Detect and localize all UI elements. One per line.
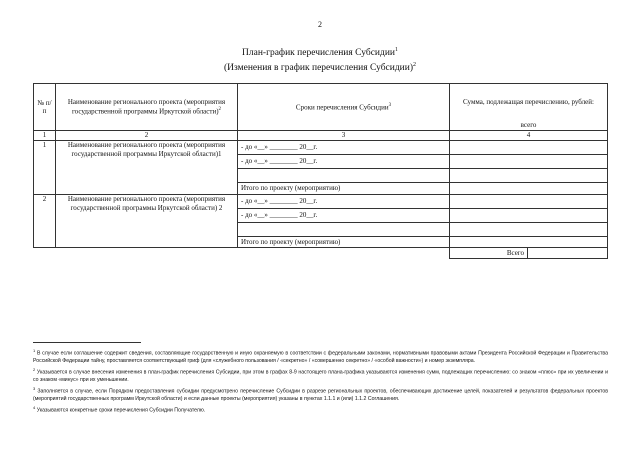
title-line-2: (Изменения в график перечисления Субсидии)$^2$	[223, 62, 417, 74]
subtotal-amount	[450, 183, 608, 195]
header-total: всего	[450, 120, 608, 131]
amount-cell	[450, 209, 608, 223]
column-number: 1	[34, 131, 56, 141]
footnote: $^2$ Указывается в случае внесения изменения в план-график перечисления Субсидии, при этом в графах 8-9 настоящего плана-графика указываются изменения сумм, подлежащих перечислению: со знаком «плюс» при их увеличении и со знаком «минус» при их уменьшении.	[33, 366, 608, 384]
amount-cell	[450, 195, 608, 209]
header-amount: Сумма, подлежащая перечислению, рублей:	[450, 84, 608, 120]
page-title	[0, 44, 640, 74]
header-transfer-terms: Сроки перечисления Субсидии$^3$	[238, 84, 450, 131]
column-number: 3	[238, 131, 450, 141]
subsidy-schedule-table	[33, 83, 608, 259]
amount-cell	[450, 141, 608, 155]
grand-total-amount	[528, 248, 608, 259]
amount-cell	[450, 169, 608, 183]
project-name-cell: Наименование регионального проекта (мероприятия государственной программы Иркутской области) 2	[56, 195, 238, 248]
footnotes	[33, 347, 608, 415]
footnote-ref: 1	[395, 47, 398, 53]
date-cell: - до «__» ________ 20__г.	[238, 141, 450, 155]
column-number: 4	[450, 131, 608, 141]
subtotal-amount	[450, 237, 608, 248]
header-num: № п/п	[34, 84, 56, 131]
footnote: $^1$ В случае если соглашение содержит сведения, составляющие государственную и иную охраняемую в соответствии с федеральными законами, нормативными правовыми актами Президента Российской Федерации и Правительства Российской Федерации тайну, проставляется соответствующий гриф (для «служебного пользования / «секретно» / «совершенно секретно» / «особой важности») и номер экземпляра.	[33, 348, 608, 365]
footnote-ref: 2	[413, 62, 417, 69]
column-numbers-row	[34, 131, 608, 141]
grand-total-row	[34, 248, 608, 259]
row-number: 2	[34, 195, 56, 248]
subtotal-label: Итого по проекту (мероприятию)	[238, 183, 450, 195]
column-number: 2	[56, 131, 238, 141]
row-number: 1	[34, 141, 56, 195]
page-number: 2	[318, 20, 322, 29]
grand-total-label: Всего	[450, 248, 528, 259]
blank-cell	[238, 223, 450, 237]
date-cell: - до «__» ________ 20__г.	[238, 195, 450, 209]
footnote: $^3$ Заполняется в случае, если Порядком предоставления субсидии предусмотрено перечисление Субсидии в разрезе региональных проектов, обеспечивающих достижение целей, показателей и результатов федеральных проектов (мероприятий государственных программ Иркутской области) и если данные проекты (мероприятия) указаны в пунктах 1.1.1 и (или) 1.1.2 Соглашения.	[33, 385, 608, 403]
footnote: $^4$ Указываются конкретные сроки перечисления Субсидии Получателю.	[33, 404, 206, 414]
title-line-1: План-график перечисления Субсидии$^1$	[242, 47, 398, 59]
subtotal-label: Итого по проекту (мероприятию)	[238, 237, 450, 248]
table-row	[34, 195, 608, 209]
amount-cell	[450, 155, 608, 169]
amount-cell	[450, 223, 608, 237]
date-cell: - до «__» ________ 20__г.	[238, 155, 450, 169]
project-name-cell: Наименование регионального проекта (мероприятия государственной программы Иркутской области)1	[56, 141, 238, 195]
footnote-divider	[33, 342, 141, 343]
date-cell: - до «__» ________ 20__г.	[238, 209, 450, 223]
table-header-row	[34, 84, 608, 120]
blank-cell	[238, 169, 450, 183]
table-row	[34, 141, 608, 155]
header-project-name: Наименование регионального проекта (мероприятия государственной программы Иркутской области)$^2$	[56, 84, 238, 131]
